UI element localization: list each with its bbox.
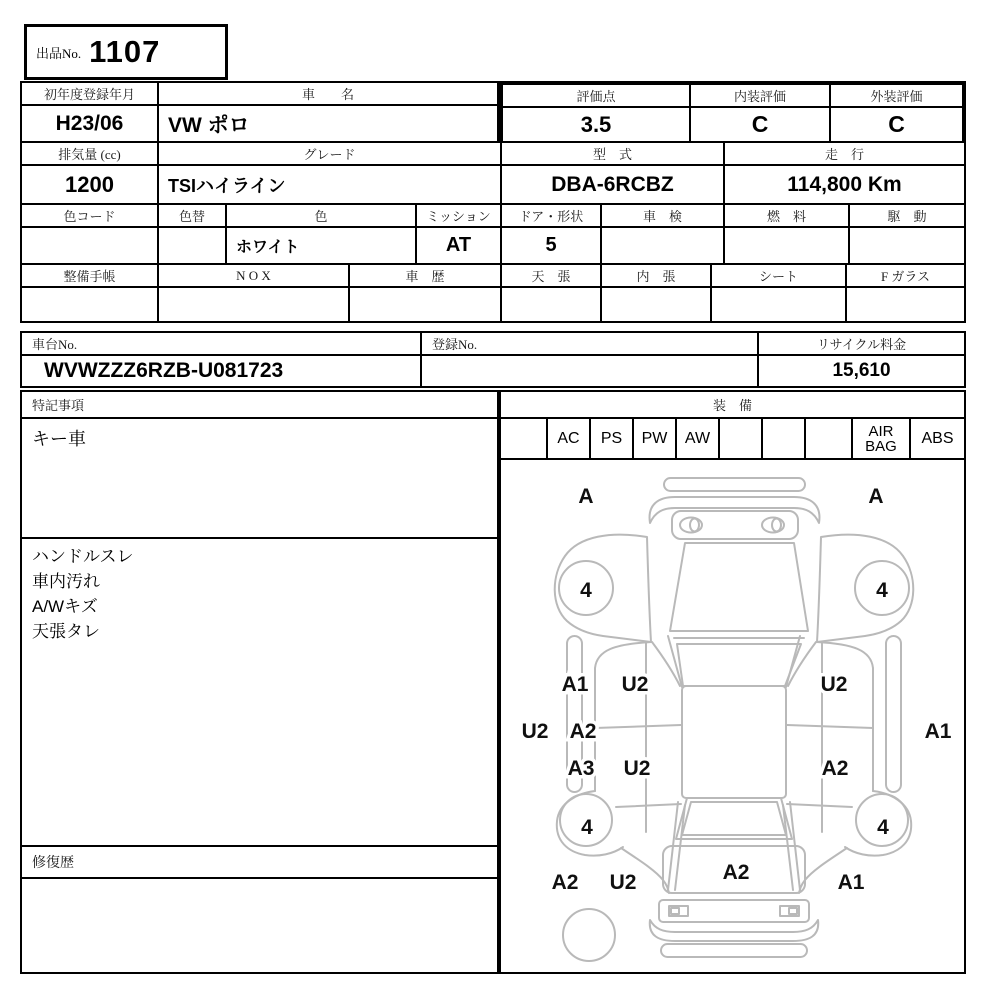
field-fuel — [723, 205, 848, 263]
equipment-cell-aw: AW — [675, 419, 718, 458]
seat-label: シート — [712, 265, 845, 288]
field-front-glass — [845, 265, 964, 321]
field-registration-no — [420, 333, 757, 386]
registration-no-label: 登録No. — [422, 333, 757, 356]
fuel-label: 燃 料 — [725, 205, 848, 228]
notes-conditions-box — [22, 539, 497, 847]
windshield-shape — [677, 644, 801, 686]
repair-history-label: 修復歴 — [22, 847, 497, 879]
seat-value — [712, 288, 845, 321]
roof-shape — [682, 686, 786, 798]
rear-bottom-bar-shape — [661, 944, 807, 957]
damage-label: U2 — [820, 673, 848, 696]
field-recycle-fee — [757, 333, 964, 386]
spare-tire-shape — [563, 909, 615, 961]
equipment-cell — [718, 419, 761, 458]
inspection-label: 車 検 — [602, 205, 723, 228]
notes-panel — [20, 390, 499, 974]
field-inspection — [600, 205, 723, 263]
plate-bracket-left-inner-shape — [671, 908, 679, 914]
lot-number-label: 出品No. — [36, 45, 82, 61]
fuel-value — [725, 228, 848, 263]
car-damage-diagram — [501, 460, 964, 974]
side-sill-right-shape — [886, 636, 901, 792]
field-color-code — [22, 205, 157, 263]
registration-date-label: 初年度登録年月 — [22, 83, 157, 106]
grade-value: TSIハイライン — [168, 175, 286, 196]
damage-label: 4 — [581, 816, 593, 839]
color-value: ホワイト — [236, 239, 300, 256]
rear-window-shape — [676, 798, 792, 839]
chassis-no-value: WVWZZZ6RZB-U081723 — [44, 359, 284, 382]
headliner-value — [502, 288, 600, 321]
field-car-history — [348, 265, 500, 321]
headlight-left-lens-shape — [690, 519, 699, 532]
exterior-grade-value: C — [888, 111, 905, 137]
door-divider-right-2-shape — [787, 804, 852, 807]
displacement-value: 1200 — [65, 171, 114, 197]
registration-date-value: H23/06 — [55, 111, 124, 135]
evaluation-box — [499, 81, 966, 145]
drive-label: 駆 動 — [850, 205, 964, 228]
car-name-label: 車 名 — [159, 83, 497, 106]
car-name-value: VW ポロ — [168, 113, 250, 137]
damage-label: 4 — [877, 816, 889, 839]
rear-window-inner-shape — [682, 802, 786, 835]
plate-bracket-right-inner-shape — [789, 908, 797, 914]
equipment-row — [501, 419, 964, 460]
inspection-value — [602, 228, 723, 263]
rear-bumper-shape — [650, 920, 818, 941]
doors-value: 5 — [545, 234, 557, 256]
damage-label: U2 — [521, 720, 549, 743]
front-glass-label: F ガラス — [847, 265, 964, 288]
equipment-cell — [761, 419, 804, 458]
condition-line: 車内汚れ — [32, 572, 100, 591]
color-change-label: 色替 — [159, 205, 225, 228]
field-nox — [157, 265, 348, 321]
transmission-label: ミッション — [417, 205, 500, 228]
field-seat — [710, 265, 845, 321]
condition-line: A/Wキズ — [32, 597, 98, 616]
color-code-label: 色コード — [22, 205, 157, 228]
nox-value — [159, 288, 348, 321]
recycle-fee-value: 15,610 — [832, 360, 891, 381]
drive-value — [850, 228, 964, 263]
displacement-label: 排気量 (cc) — [22, 143, 157, 166]
field-drive — [848, 205, 964, 263]
car-history-value — [350, 288, 500, 321]
door-divider-left-2-shape — [616, 804, 681, 807]
equipment-cell-pw: PW — [632, 419, 675, 458]
interior-grade-label: 内装評価 — [691, 85, 829, 108]
color-change-value — [159, 228, 225, 263]
field-chassis-no — [22, 333, 420, 386]
mileage-value: 114,800 Km — [787, 172, 902, 196]
field-grade — [157, 143, 500, 203]
front-fender-left-shape — [555, 535, 651, 642]
front-fender-right-shape — [817, 535, 913, 642]
nox-label: N O X — [159, 265, 348, 288]
damage-label: A1 — [837, 871, 865, 894]
damage-label: A2 — [551, 871, 579, 894]
color-label: 色 — [227, 205, 415, 228]
field-service-book — [22, 265, 157, 321]
hood-shape — [670, 543, 808, 631]
damage-label: A1 — [561, 673, 589, 696]
equipment-cell-abs: ABS — [909, 419, 964, 458]
front-glass-value — [847, 288, 964, 321]
field-color — [225, 205, 415, 263]
equipment-diagram-panel — [499, 390, 966, 974]
damage-label: 4 — [580, 579, 592, 602]
exterior-grade-label: 外装評価 — [831, 85, 962, 108]
car-history-label: 車 歴 — [350, 265, 500, 288]
equipment-cell-airbag: AIR BAG — [851, 419, 909, 458]
door-divider-left-1-shape — [595, 725, 681, 728]
lot-number-box — [24, 24, 228, 80]
damage-label: A2 — [569, 720, 597, 743]
row-color-transmission — [20, 203, 966, 265]
service-book-label: 整備手帳 — [22, 265, 157, 288]
damage-label: 4 — [876, 579, 888, 602]
score-value: 3.5 — [580, 111, 612, 137]
door-trim-label: 内 張 — [602, 265, 710, 288]
headlight-right-lens-shape — [772, 519, 781, 532]
field-door-trim — [600, 265, 710, 321]
damage-label: U2 — [623, 757, 651, 780]
condition-line: 天張タレ — [32, 622, 100, 641]
note-special: キー車 — [32, 429, 86, 449]
front-top-bar-shape — [664, 478, 805, 491]
condition-line: ハンドルスレ — [32, 547, 134, 566]
row-registration-name — [20, 81, 499, 143]
interior-grade-value: C — [751, 111, 769, 137]
field-displacement — [22, 143, 157, 203]
service-book-value — [22, 288, 157, 321]
damage-label: A2 — [821, 757, 849, 780]
lot-number-value: 1107 — [89, 34, 161, 69]
field-headliner — [500, 265, 600, 321]
registration-no-value — [422, 356, 757, 386]
headliner-label: 天 張 — [502, 265, 600, 288]
field-transmission — [415, 205, 500, 263]
equipment-cell — [501, 419, 546, 458]
field-score — [503, 85, 689, 141]
field-doors — [500, 205, 600, 263]
damage-label: A1 — [924, 720, 952, 743]
damage-label: U2 — [609, 871, 637, 894]
field-exterior-grade — [829, 85, 962, 141]
door-trim-value — [602, 288, 710, 321]
mileage-label: 走 行 — [725, 143, 964, 166]
damage-label: U2 — [621, 673, 649, 696]
equipment-cell-ps: PS — [589, 419, 632, 458]
color-code-value — [22, 228, 157, 263]
field-car-name — [157, 83, 497, 141]
score-label: 評価点 — [503, 85, 689, 108]
damage-label: A3 — [567, 757, 595, 780]
chassis-no-label: 車台No. — [22, 333, 420, 356]
damage-label: A — [868, 485, 884, 508]
rear-plate-bar-shape — [659, 900, 809, 922]
equipment-cell — [804, 419, 851, 458]
door-divider-right-1-shape — [787, 725, 873, 728]
grade-label: グレード — [159, 143, 500, 166]
model-code-label: 型 式 — [502, 143, 723, 166]
recycle-fee-label: リサイクル料金 — [759, 333, 964, 356]
transmission-value: AT — [445, 234, 472, 256]
field-mileage — [723, 143, 964, 203]
equipment-label: 装 備 — [501, 392, 964, 419]
row-displacement-grade — [20, 141, 966, 205]
row-service-history — [20, 263, 966, 323]
equipment-cell-ac: AC — [546, 419, 589, 458]
doors-label: ドア・形状 — [502, 205, 600, 228]
notes-label: 特記事項 — [22, 392, 497, 419]
field-interior-grade — [689, 85, 829, 141]
repair-history-box — [22, 879, 497, 972]
notes-special-box — [22, 419, 497, 539]
row-chassis — [20, 331, 966, 388]
field-color-change — [157, 205, 225, 263]
damage-label: A2 — [722, 861, 750, 884]
model-code-value: DBA-6RCBZ — [551, 172, 674, 196]
field-model-code — [500, 143, 723, 203]
field-registration-date — [22, 83, 157, 141]
damage-label: A — [578, 485, 594, 508]
